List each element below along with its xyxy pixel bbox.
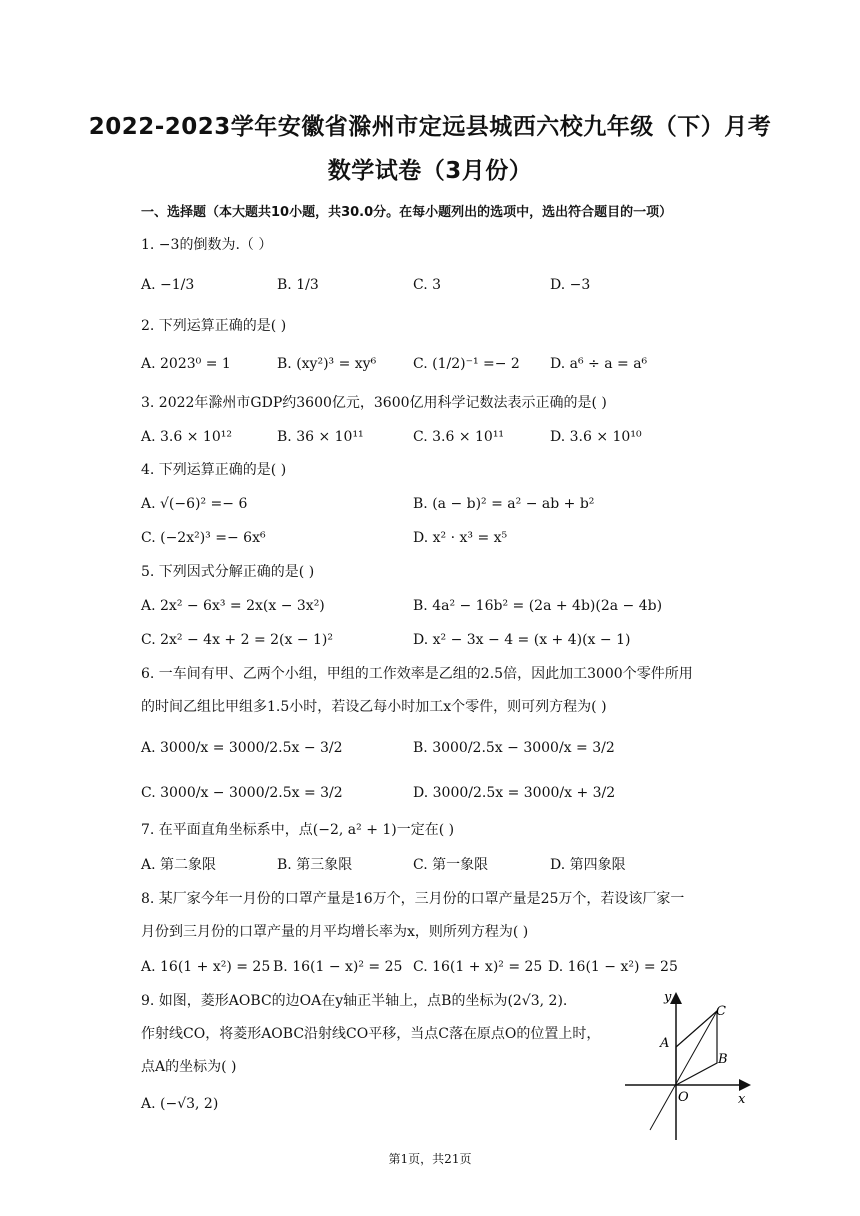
q6-option-a: A. 3000/x = 3000/2.5x − 3/2 xyxy=(141,740,343,756)
question-3-stem: 3. 2022年滁州市GDP约3600亿元，3600亿用科学记数法表示正确的是( ) xyxy=(141,395,607,411)
q7-option-a: A. 第二象限 xyxy=(141,857,217,873)
question-8-stem-line-1: 8. 某厂家今年一月份的口罩产量是16万个，三月份的口罩产量是25万个，若设该厂家一 xyxy=(141,891,685,907)
question-1-stem: 1. −3的倒数为.（ ） xyxy=(141,237,273,253)
q3-option-b: B. 36 × 10¹¹ xyxy=(277,429,364,445)
q4-option-c: C. (−2x²)³ =− 6x⁶ xyxy=(141,530,266,546)
question-4-stem: 4. 下列运算正确的是( ) xyxy=(141,462,287,478)
page-footer: 第1页，共21页 xyxy=(388,1152,472,1166)
label-x: x xyxy=(738,1092,746,1107)
q4-option-a: A. √(−6)² =− 6 xyxy=(141,496,248,512)
question-9-stem-line-3: 点A的坐标为( ) xyxy=(141,1059,237,1075)
q5-option-a: A. 2x² − 6x³ = 2x(x − 3x²) xyxy=(141,598,325,614)
rhombus-figure xyxy=(620,985,760,1145)
label-o: O xyxy=(678,1090,689,1105)
question-6-stem-line-1: 6. 一车间有甲、乙两个小组，甲组的工作效率是乙组的2.5倍，因此加工3000个零件所用 xyxy=(141,666,693,682)
q8-option-c: C. 16(1 + x)² = 25 xyxy=(413,959,543,975)
label-b: B xyxy=(718,1052,728,1067)
title-line-1: 2022-2023学年安徽省滁州市定远县城西六校九年级（下）月考 xyxy=(88,114,772,140)
question-9-stem-line-1: 9. 如图，菱形AOBC的边OA在y轴正半轴上，点B的坐标为(2√3, 2). xyxy=(141,993,568,1009)
q6-option-d: D. 3000/2.5x = 3000/x + 3/2 xyxy=(413,785,616,801)
q6-option-b: B. 3000/2.5x − 3000/x = 3/2 xyxy=(413,740,615,756)
q7-option-d: D. 第四象限 xyxy=(550,857,626,873)
question-2-stem: 2. 下列运算正确的是( ) xyxy=(141,318,287,334)
q5-option-c: C. 2x² − 4x + 2 = 2(x − 1)² xyxy=(141,632,334,648)
label-a: A xyxy=(660,1036,670,1051)
q3-option-a: A. 3.6 × 10¹² xyxy=(141,429,232,445)
question-8-stem-line-2: 月份到三月份的口罩产量的月平均增长率为x，则所列方程为( ) xyxy=(141,924,529,940)
q2-option-a: A. 2023⁰ = 1 xyxy=(141,356,231,372)
q2-option-b: B. (xy²)³ = xy⁶ xyxy=(277,356,377,372)
question-9-stem-line-2: 作射线CO，将菱形AOBC沿射线CO平移，当点C落在原点O的位置上时， xyxy=(141,1026,601,1042)
q8-option-b: B. 16(1 − x)² = 25 xyxy=(273,959,403,975)
q4-option-b: B. (a − b)² = a² − ab + b² xyxy=(413,496,595,512)
diagonal-ao-b xyxy=(676,1011,717,1047)
q1-option-d: D. −3 xyxy=(550,277,591,293)
q4-option-d: D. x² · x³ = x⁵ xyxy=(413,530,508,546)
q5-option-b: B. 4a² − 16b² = (2a + 4b)(2a − 4b) xyxy=(413,598,663,614)
section-heading: 一、选择题（本大题共10小题，共30.0分。在每小题列出的选项中，选出符合题目的一项） xyxy=(141,205,673,220)
question-6-stem-line-2: 的时间乙组比甲组多1.5小时，若设乙每小时加工x个零件，则可列方程为( ) xyxy=(141,699,607,715)
q6-option-c: C. 3000/x − 3000/2.5x = 3/2 xyxy=(141,785,343,801)
q2-option-c: C. (1/2)⁻¹ =− 2 xyxy=(413,356,520,372)
question-5-stem: 5. 下列因式分解正确的是( ) xyxy=(141,564,315,580)
q8-option-a: A. 16(1 + x²) = 25 xyxy=(141,959,271,975)
label-c: C xyxy=(716,1004,726,1019)
q5-option-d: D. x² − 3x − 4 = (x + 4)(x − 1) xyxy=(413,632,631,648)
q3-option-d: D. 3.6 × 10¹⁰ xyxy=(550,429,642,445)
question-7-stem: 7. 在平面直角坐标系中，点(−2, a² + 1)一定在( ) xyxy=(141,822,455,838)
title-line-2: 数学试卷（3月份） xyxy=(327,158,533,184)
ray-co xyxy=(650,1011,717,1130)
q7-option-b: B. 第三象限 xyxy=(277,857,353,873)
q2-option-d: D. a⁶ ÷ a = a⁶ xyxy=(550,356,648,372)
q1-option-c: C. 3 xyxy=(413,277,442,293)
q1-option-a: A. −1/3 xyxy=(141,277,195,293)
label-y: y xyxy=(664,990,672,1005)
q1-option-b: B. 1/3 xyxy=(277,277,319,293)
q7-option-c: C. 第一象限 xyxy=(413,857,489,873)
q8-option-d: D. 16(1 − x²) = 25 xyxy=(548,959,678,975)
q3-option-c: C. 3.6 × 10¹¹ xyxy=(413,429,505,445)
q9-option-a: A. (−√3, 2) xyxy=(141,1096,219,1112)
